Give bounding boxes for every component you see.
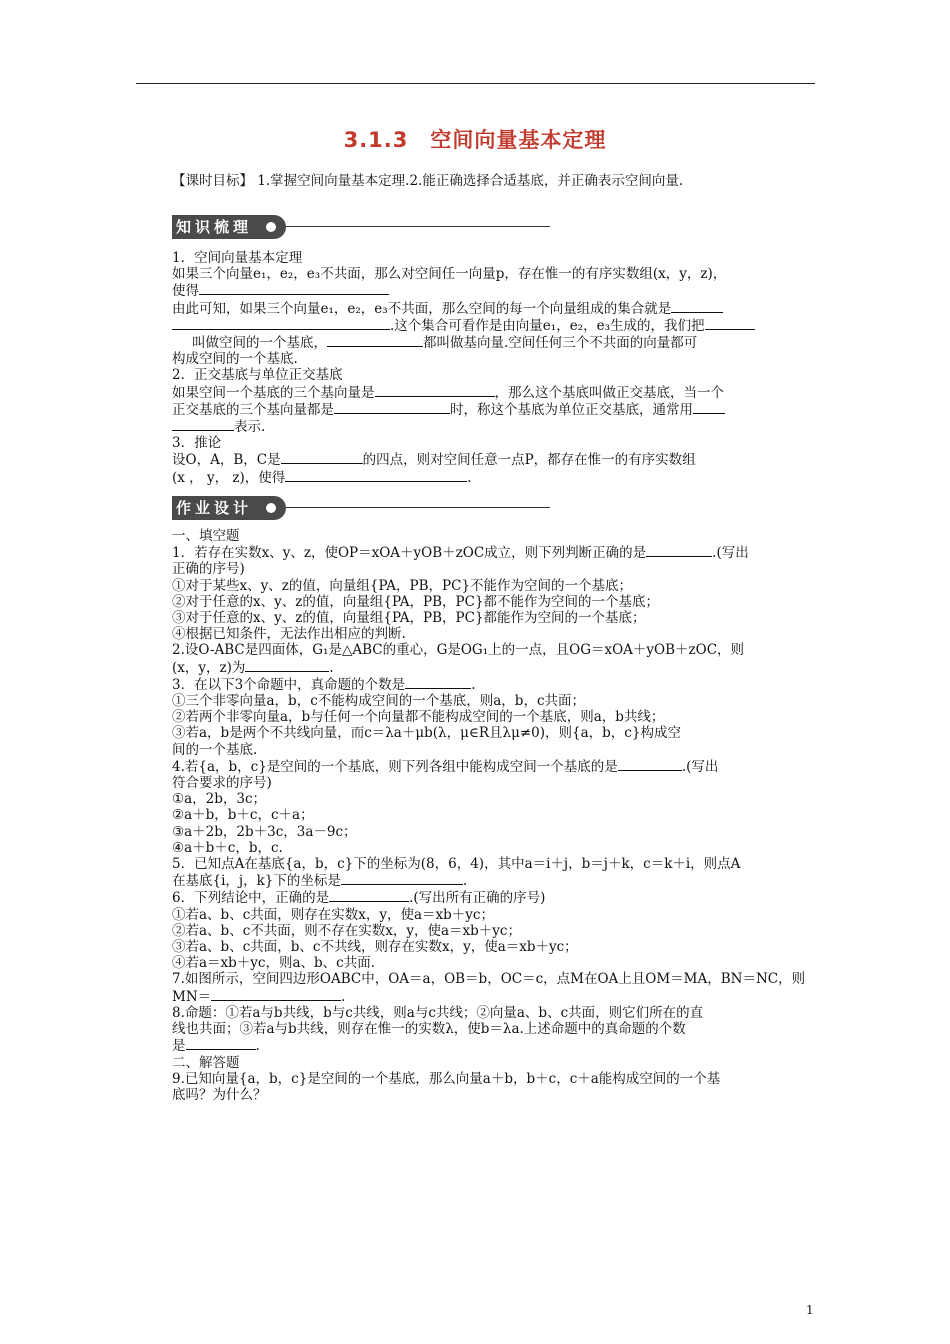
text-line: 由此可知，如果三个向量e₁，e₂，e₃不共面，那么空间的每一个向量组成的集合就是 xyxy=(172,300,817,317)
answer-blank[interactable] xyxy=(329,889,409,902)
option: ③若a、b、c共面，b、c不共线，则存在实数x，y，使a＝xb＋yc； xyxy=(172,939,578,956)
banner-dot-icon xyxy=(266,503,276,513)
answer-blank[interactable] xyxy=(671,300,723,313)
question-5: 5．已知点A在基底{a，b，c}下的坐标为(8，6，4)，其中a＝i＋j，b＝j＋k，c＝k＋i，则点A xyxy=(172,856,741,873)
banner-label: 作业设计 xyxy=(172,496,286,520)
answer-blank[interactable] xyxy=(327,334,423,347)
header-rule xyxy=(136,83,815,84)
text-line: 如果三个向量e₁，e₂，e₃不共面，那么对空间任一向量p，存在惟一的有序实数组(x，y，z)， xyxy=(172,266,727,283)
text-line: 底吗？为什么？ xyxy=(172,1086,267,1103)
text-line: 叫做空间的一个基底， 都叫做基向量.空间任何三个不共面的向量都可 xyxy=(192,335,698,352)
part-heading: 一、填空题 xyxy=(172,528,240,544)
answer-blank[interactable] xyxy=(618,758,682,771)
text-line: .这个集合可看作是由向量e₁，e₂，e₃生成的，我们把 xyxy=(172,317,817,334)
question-3: 3．在以下3个命题中，真命题的个数是 . xyxy=(172,676,476,693)
option: ②a＋b，b＋c，c＋a； xyxy=(172,807,314,824)
goal-text: 1.掌握空间向量基本定理.2.能正确选择合适基底，并正确表示空间向量. xyxy=(257,173,684,189)
text-line: 使得 xyxy=(172,282,817,299)
question-4: 4.若{a，b，c}是空间的一个基底，则下列各组中能构成空间一个基底的是 .(写出 xyxy=(172,758,719,775)
text-line: 在基底{i，j，k}下的坐标是 . xyxy=(172,873,468,890)
banner-rule xyxy=(286,507,550,508)
option: ①三个非零向量a，b，c不能构成空间的一个基底，则a，b，c共面； xyxy=(172,693,586,710)
answer-blank[interactable] xyxy=(646,544,712,557)
question-2: 2.设O-ABC是四面体，G₁是△ABC的重心，G是OG₁上的一点，且OG＝xOA＋yOB＋zOC，则 xyxy=(172,642,745,659)
answer-blank[interactable] xyxy=(285,469,467,482)
text-line: 如果空间一个基底的三个基向量是 ，那么这个基底叫做正交基底，当一个 xyxy=(172,384,724,401)
text-line: 正确的序号) xyxy=(172,561,245,578)
option: ①对于某些x、y、z的值，向量组{PA，PB，PC}不能作为空间的一个基底； xyxy=(172,577,633,594)
option: ④根据已知条件，无法作出相应的判断. xyxy=(172,626,406,643)
page-number: 1 xyxy=(806,1303,814,1317)
banner-rule xyxy=(286,226,550,227)
option: ③若a，b是两个不共线向量，而c＝λa＋μb(λ，μ∈R且λμ≠0)，则{a，b，c}构成空 xyxy=(172,725,681,742)
answer-blank[interactable] xyxy=(172,418,234,431)
heading-1: 1．空间向量基本定理 xyxy=(172,250,303,266)
option: ①若a、b、c共面，则存在实数x，y，使a＝xb＋yc； xyxy=(172,906,494,923)
answer-blank[interactable] xyxy=(186,1037,256,1050)
question-9: 9.已知向量{a，b，c}是空间的一个基底，那么向量a＋b，b＋c，c＋a能构成空间的一个基 xyxy=(172,1070,721,1087)
text-line: 设O，A，B，C是 的四点，则对空间任意一点P，都存在惟一的有序实数组 xyxy=(172,452,696,469)
banner-label: 知识梳理 xyxy=(172,215,286,239)
answer-blank[interactable] xyxy=(705,317,755,330)
option: ②若a、b、c不共面，则不存在实数x，y，使a＝xb＋yc； xyxy=(172,922,521,939)
answer-blank[interactable] xyxy=(172,317,390,330)
answer-blank[interactable] xyxy=(199,282,389,295)
answer-blank[interactable] xyxy=(281,451,363,464)
page-title: 3.1.3 空间向量基本定理 xyxy=(343,128,607,152)
option: ②对于任意的x、y、z的值，向量组{PA，PB，PC}都不能作为空间的一个基底； xyxy=(172,593,660,610)
heading-3: 3．推论 xyxy=(172,435,222,452)
option: ①a，2b，3c； xyxy=(172,791,267,808)
answer-blank[interactable] xyxy=(341,872,463,885)
part-heading: 二、解答题 xyxy=(172,1054,240,1071)
knowledge-section xyxy=(172,250,817,486)
answer-blank[interactable] xyxy=(375,384,495,397)
lesson-goal xyxy=(172,173,822,189)
option: ②若两个非零向量a，b与任何一个向量都不能构成空间的一个基底，则a，b共线； xyxy=(172,709,665,726)
answer-blank[interactable] xyxy=(693,401,725,414)
option: ③a＋2b，2b＋3c，3a－9c； xyxy=(172,823,357,840)
text-line: 线也共面；③若a与b共线，则存在惟一的实数λ，使b＝λa.上述命题中的真命题的个数 xyxy=(172,1021,686,1038)
option: ④若a＝xb＋yc，则a、b、c共面. xyxy=(172,955,376,972)
answer-blank[interactable] xyxy=(245,659,329,672)
text-line: 是 . xyxy=(172,1038,260,1055)
option: ③对于任意的x、y、z的值，向量组{PA，PB，PC}都能作为空间的一个基底； xyxy=(172,610,646,627)
text-line: 构成空间的一个基底. xyxy=(172,351,298,368)
homework-section xyxy=(172,528,817,1103)
option: ④a＋b＋c，b，c. xyxy=(172,839,283,856)
text-line: (x，y，z)为 . xyxy=(172,659,334,676)
text-line: 表示. xyxy=(172,418,817,435)
answer-blank[interactable] xyxy=(405,676,471,689)
question-1: 1．若存在实数x、y、z，使OP＝xOA＋yOB＋zOC成立，则下列判断正确的是 .(写出 xyxy=(172,545,749,562)
question-8: 8.命题：①若a与b共线，b与c共线，则a与c共线；②向量a、b、c共面，则它们所在的直 xyxy=(172,1004,704,1021)
text-line: 间的一个基底. xyxy=(172,741,258,758)
text-line: MN＝ . xyxy=(172,988,346,1005)
answer-blank[interactable] xyxy=(211,988,341,1001)
question-7: 7.如图所示，空间四边形OABC中，OA＝a，OB＝b，OC＝c，点M在OA上且OM＝MA，BN＝NC，则 xyxy=(172,971,806,988)
heading-2: 2．正交基底与单位正交基底 xyxy=(172,367,343,384)
text-line: 正交基底的三个基向量都是 时，称这个基底为单位正交基底，通常用 xyxy=(172,401,817,418)
banner-dot-icon xyxy=(266,222,276,232)
text-line: 符合要求的序号) xyxy=(172,775,272,792)
answer-blank[interactable] xyxy=(334,401,450,414)
text-line: (x ， y， z)，使得 . xyxy=(172,469,472,486)
goal-label: 【课时目标】 xyxy=(172,173,253,189)
question-6: 6．下列结论中，正确的是 .(写出所有正确的序号) xyxy=(172,890,546,907)
